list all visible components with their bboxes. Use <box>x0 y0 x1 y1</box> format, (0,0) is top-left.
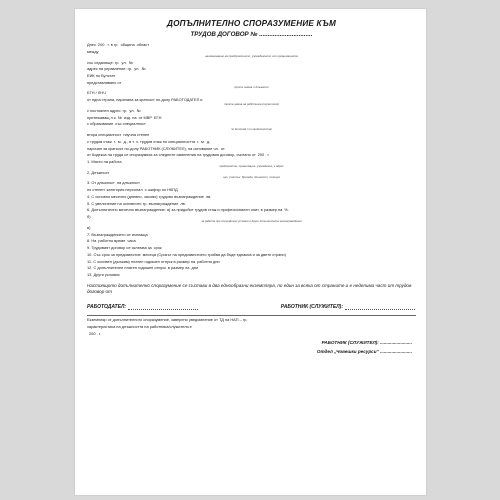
field-label: № <box>136 107 141 113</box>
form-line <box>87 74 416 79</box>
field-label: 7. Възнаграждението се изплаща <box>87 231 148 237</box>
document-sheet <box>74 8 427 496</box>
field-label: от <box>220 145 225 151</box>
field-label: 5. С увеличение на основното тр. възнаграждение <box>87 200 179 206</box>
field-label: между <box>87 48 99 54</box>
field-label: 8. На <box>87 238 97 244</box>
field-label: ул. <box>134 66 140 72</box>
form-line <box>87 67 416 72</box>
form-line <box>87 153 416 158</box>
employee-signature-2[interactable]: РАБОТНИК (СЛУЖИТЕЛ): ......................... <box>321 340 412 346</box>
field-label: 13. Други условия <box>87 272 120 278</box>
field-label: с шифър по НКПД <box>144 187 178 193</box>
field-label: от МВР <box>138 114 152 120</box>
form-line <box>87 202 416 207</box>
field-hint: трите имена на работника (служителя) <box>224 102 279 107</box>
field-label: дни <box>191 265 199 271</box>
field-hint: цех, участък, бригада, длъжност, позиция <box>223 174 280 179</box>
field-label: втора специалност <box>87 131 122 137</box>
field-label: от Кодекса на труда се споразумяха за следните изменения на трудовия договор, считано от <box>87 152 256 158</box>
form-line <box>87 233 416 238</box>
field-label: 10. Със срок за предизвестие <box>87 251 141 257</box>
field-label: № <box>128 59 133 65</box>
employer-signature-label: РАБОТОДАТЕЛ: <box>87 303 127 310</box>
field-label: със седалище: гр. <box>87 59 120 65</box>
employee-signature-label: РАБОТНИК (СЛУЖИТЕЛ): <box>280 303 343 310</box>
field-label: б) <box>87 214 91 220</box>
form-line <box>87 181 416 186</box>
closing-paragraph: Настоящото допълнително споразумение се състави в два еднообразни екземпляра, по един за всяка от страните и е неделима част от трудов договор от <box>87 282 412 294</box>
field-label: д., в т. ч. трудов стаж по специалността <box>123 138 196 144</box>
field-label: 3. От длъжност <box>87 180 115 186</box>
field-label: ЕГН <box>153 114 162 120</box>
field-label: срок <box>153 245 162 251</box>
field-label: № <box>141 66 146 72</box>
field-hint: предприятие, организация, учреждение, с адрес <box>219 164 284 169</box>
divider <box>87 315 416 316</box>
receipt-line-1: Екземпляр от допълнителното споразумение, заверено уведомление от ТД на НАП – гр. <box>87 316 248 322</box>
form-line <box>87 140 416 145</box>
field-label: категория персонал <box>106 187 143 193</box>
field-label: месеца (Срокът на предизвестието трябва да бъде еднакъв и за двете страни) <box>142 251 286 257</box>
field-label: г. <box>113 138 116 144</box>
form-line <box>87 109 416 114</box>
field-label: ЕГН / ЛНЧ <box>87 90 106 96</box>
form-line <box>87 195 416 200</box>
field-label: %. <box>284 207 289 213</box>
field-label: притежаващ л.к. № <box>87 114 122 120</box>
form-line <box>87 147 416 152</box>
field-hint: по диплома / по свидетелство <box>231 126 272 131</box>
field-label: часа <box>127 238 136 244</box>
field-label: м. <box>201 138 205 144</box>
form-line <box>87 116 416 121</box>
field-label: 9. Трудовият договор се сключва за <box>87 245 152 251</box>
field-label: научна степен <box>123 131 150 137</box>
signature-row <box>87 304 416 310</box>
field-hint: трите имена и длъжност <box>234 85 269 90</box>
field-label: с трудов стаж <box>87 138 112 144</box>
field-label: в размер на <box>167 265 190 271</box>
field-label: с постоянен адрес: гр. <box>87 107 128 113</box>
field-label: в) <box>87 224 91 230</box>
form-line <box>87 260 416 265</box>
employee-signature[interactable] <box>281 304 416 310</box>
field-label: област <box>136 42 150 48</box>
field-label: наричан за краткост по-долу РАБОТНИК (СЛУЖИТЕЛ), на основание чл. <box>87 145 219 151</box>
form-line <box>87 91 416 96</box>
field-label: с образование <box>87 121 114 127</box>
form-line <box>87 188 416 193</box>
field-label: ул. <box>129 107 135 113</box>
hr-department[interactable]: Отдел „Човешки ресурси“ ......................... <box>316 349 412 355</box>
field-label: ул. <box>121 59 127 65</box>
field-hint: за работа при специфични условия и други допълнителни възнаграждения <box>201 219 302 224</box>
field-label: работно време <box>98 238 126 244</box>
form-line <box>87 133 416 138</box>
field-label: м. <box>117 138 122 144</box>
form-line <box>87 273 416 278</box>
field-label: със специалност <box>115 121 146 127</box>
field-label: община <box>120 42 135 48</box>
form-line <box>87 246 416 251</box>
field-label: от една страна, наричана за краткост по-долу РАБОТОДАТЕЛ и <box>87 97 203 103</box>
field-label: 6. Допълнително месечно възнаграждение: а) за придобит трудов стаж и професионален опит, в размер на <box>87 207 283 213</box>
field-label: Днес <box>87 42 96 48</box>
field-label: лв. <box>205 193 212 199</box>
field-label: 12. С допълнителен платен годишен отпуск <box>87 265 166 271</box>
form-line <box>87 239 416 244</box>
field-label: на длъжност <box>116 180 140 186</box>
contract-number-label: ТРУДОВ ДОГОВОР № <box>190 31 258 38</box>
field-hint: наименование на предприятието, учреждението или организацията <box>205 54 298 59</box>
form-line <box>87 226 416 231</box>
field-label: 4. С основно месечно (дневно, часово) трудово възнаграждение <box>87 193 204 199</box>
field-label: д. <box>206 138 211 144</box>
form-lines <box>87 43 416 278</box>
form-line <box>87 266 416 271</box>
field-label: представлявано от <box>87 79 122 85</box>
form-line <box>87 208 416 213</box>
field-label: 200 . г. <box>257 152 270 158</box>
field-label: 1. Място на работа <box>87 159 122 165</box>
contract-number-line: ТРУДОВ ДОГОВОР № ............................... <box>190 31 313 38</box>
form-line <box>87 253 416 258</box>
field-label: г. <box>197 138 200 144</box>
field-label: по степен <box>87 187 105 193</box>
field-label: работни дни <box>197 258 220 264</box>
field-label: адрес на управление: гр. <box>87 66 133 72</box>
field-label: 2. Длъжност <box>87 169 110 175</box>
field-label: ЕИК по Булстат <box>87 73 116 79</box>
employer-signature[interactable] <box>87 304 199 310</box>
field-label: 11. С основен (дължим) платен годишен отпуск в размер на <box>87 258 196 264</box>
document-title: ДОПЪЛНИТЕЛНО СПОРАЗУМЕНИЕ КЪМ <box>166 19 336 28</box>
receipt-line-3: 200 . г. <box>89 330 101 336</box>
form-line <box>87 61 416 66</box>
field-label: изд. на <box>123 114 137 120</box>
form-line <box>87 43 416 48</box>
field-label: лв. <box>180 200 186 206</box>
field-label: 200 . г. в гр. <box>97 42 119 48</box>
receipt-line-2: характеристика на длъжността на работника/служителя е <box>87 323 192 329</box>
